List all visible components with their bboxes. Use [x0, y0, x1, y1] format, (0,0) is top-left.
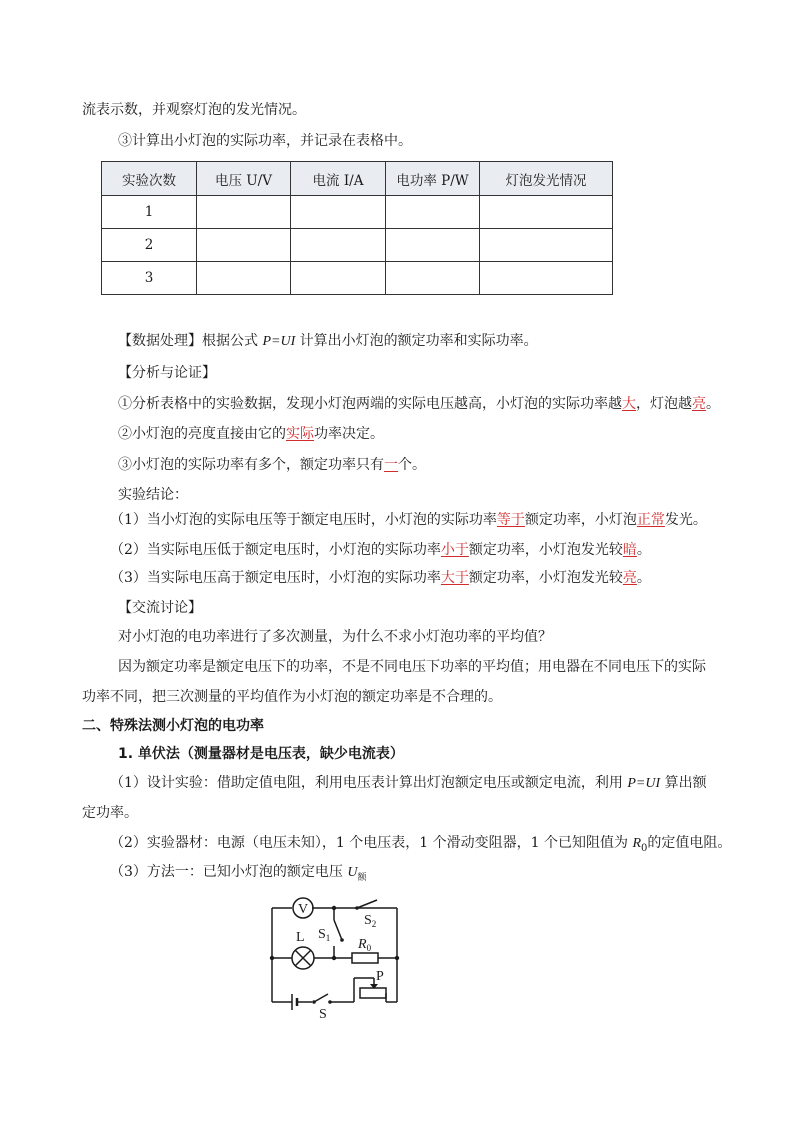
voltmeter-label: V: [298, 902, 309, 917]
answer: 小于: [440, 542, 469, 558]
text: （2）实验器材：电源（电压未知），1 个电压表，1 个滑动变阻器，1 个已知阻值为: [110, 835, 633, 851]
table-row: [102, 229, 613, 262]
col-trial: 实验次数: [102, 162, 197, 196]
subscript: 额: [357, 872, 367, 883]
data-table: [101, 161, 613, 295]
table-cell: [386, 196, 480, 229]
s2-label: [364, 913, 376, 929]
text: 。: [706, 396, 720, 412]
text: （2）当实际电压低于额定电压时，小灯泡的实际功率: [110, 542, 441, 558]
text: （1）当小灯泡的实际电压等于额定电压时，小灯泡的实际功率: [110, 512, 497, 528]
text: S: [318, 927, 326, 942]
switch-label: S: [319, 1007, 327, 1020]
text: 算出额: [660, 775, 707, 791]
slider-label: P: [376, 969, 384, 984]
subscript: 1: [325, 933, 331, 943]
voltage-symbol: U: [347, 865, 358, 880]
junction-dot: [270, 956, 274, 960]
intro-line: 流表示数，并观察灯泡的发光情况。: [82, 102, 306, 118]
text: （1）设计实验：借助定值电阻，利用电压表计算出灯泡额定电压或额定电流，利用: [110, 775, 628, 791]
lamp-label: L: [296, 930, 305, 945]
table-row: [102, 262, 613, 295]
analysis-3: [118, 455, 426, 475]
step-3-text: ③计算出小灯泡的实际功率，并记录在表格中。: [118, 133, 412, 149]
discussion-heading: 【交流讨论】: [118, 600, 202, 616]
switch-contact: [312, 1000, 316, 1004]
text: ③小灯泡的实际功率有多个，额定功率只有: [118, 457, 384, 473]
switch-contact: [355, 906, 359, 910]
table-cell: 1: [102, 196, 197, 229]
junction-dot: [332, 956, 336, 960]
table-cell: [386, 262, 480, 295]
r0-label: [357, 937, 372, 953]
junction-dot: [332, 906, 336, 910]
table-cell: [480, 229, 613, 262]
table-row: [102, 196, 613, 229]
col-brightness: 灯泡发光情况: [480, 162, 613, 196]
table-cell: [480, 196, 613, 229]
col-current: 电流 I/A: [291, 162, 386, 196]
analysis-heading: 【分析与论证】: [118, 365, 216, 381]
text: 功率决定。: [314, 426, 384, 442]
table-cell: 2: [102, 229, 197, 262]
conclusion-3: [110, 568, 651, 588]
table-header-row: [102, 162, 613, 196]
answer: 大于: [440, 570, 469, 586]
s1-label: [318, 927, 330, 943]
text: 计算出小灯泡的额定功率和实际功率。: [295, 333, 538, 349]
method-1-heading: 1. 单伏法（测量器材是电压表，缺少电流表）: [118, 746, 404, 762]
data-processing: [118, 331, 538, 352]
text: 额定功率，小灯泡: [524, 512, 637, 528]
junction-dot: [395, 956, 399, 960]
text: （3）方法一：已知小灯泡的额定电压: [110, 864, 348, 880]
text: （3）当实际电压高于额定电压时，小灯泡的实际功率: [110, 570, 441, 586]
text: ①分析表格中的实验数据，发现小灯泡两端的实际电压越高，小灯泡的实际功率越: [118, 396, 622, 412]
s1-switch: [334, 920, 342, 940]
text: 的定值电阻。: [647, 835, 732, 851]
table-cell: [197, 229, 291, 262]
equipment-line: [110, 833, 731, 859]
answer: 正常: [636, 512, 665, 528]
text: 。: [636, 570, 651, 586]
answer: 亮: [622, 570, 637, 586]
answer: 暗: [622, 542, 637, 558]
main-switch-icon: [314, 994, 328, 1002]
analysis-2: [118, 424, 384, 444]
table-cell: [291, 196, 386, 229]
formula: P=UI: [262, 334, 296, 349]
formula: P=UI: [627, 776, 661, 791]
table-cell: [291, 262, 386, 295]
discussion-question: 对小灯泡的电功率进行了多次测量，为什么不求小灯泡功率的平均值？: [118, 629, 552, 645]
answer: 实际: [286, 426, 314, 442]
circuit-diagram: [262, 890, 422, 1020]
text: 额定功率，小灯泡发光较: [468, 542, 623, 558]
section-2-heading: 二、特殊法测小灯泡的电功率: [82, 718, 264, 734]
method-one-line: [110, 862, 367, 888]
col-voltage: 电压 U/V: [197, 162, 291, 196]
analysis-1: [118, 394, 720, 414]
text: ，灯泡越: [636, 396, 692, 412]
switch-contact: [328, 1000, 332, 1004]
answer: 大: [622, 396, 636, 412]
s2-switch: [357, 900, 377, 908]
table-cell: [197, 262, 291, 295]
text: 发光。: [664, 512, 707, 528]
answer: 一: [384, 457, 398, 473]
text: 个。: [398, 457, 426, 473]
table-cell: 3: [102, 262, 197, 295]
text: 。: [636, 542, 651, 558]
text: 【数据处理】根据公式: [118, 333, 263, 349]
r0-resistor-icon: [352, 953, 378, 963]
subscript: 0: [641, 842, 648, 854]
conclusion-1: [110, 510, 707, 530]
switch-contact: [340, 938, 344, 942]
resistor-symbol: R: [632, 836, 641, 851]
discussion-answer-2: 功率不同，把三次测量的平均值作为小灯泡的额定功率是不合理的。: [82, 689, 502, 705]
subscript: 0: [366, 943, 372, 953]
conclusion-2: [110, 540, 651, 560]
subscript: 2: [371, 919, 377, 929]
table-cell: [480, 262, 613, 295]
design-line-2: 定功率。: [82, 805, 138, 821]
answer: 等于: [496, 512, 525, 528]
text: R: [358, 937, 367, 952]
discussion-answer-1: 因为额定功率是额定电压下的功率，不是不同电压下功率的平均值；用电器在不同电压下的实际: [118, 659, 706, 675]
text: ②小灯泡的亮度直接由它的: [118, 426, 286, 442]
table-cell: [291, 229, 386, 262]
col-power: 电功率 P/W: [386, 162, 480, 196]
rheostat-icon: [360, 988, 386, 998]
conclusion-label: 实验结论：: [118, 487, 188, 503]
text: 额定功率，小灯泡发光较: [468, 570, 623, 586]
text: S: [364, 913, 372, 928]
table-cell: [386, 229, 480, 262]
design-line-1: [110, 773, 707, 794]
table-cell: [197, 196, 291, 229]
answer: 亮: [692, 396, 706, 412]
